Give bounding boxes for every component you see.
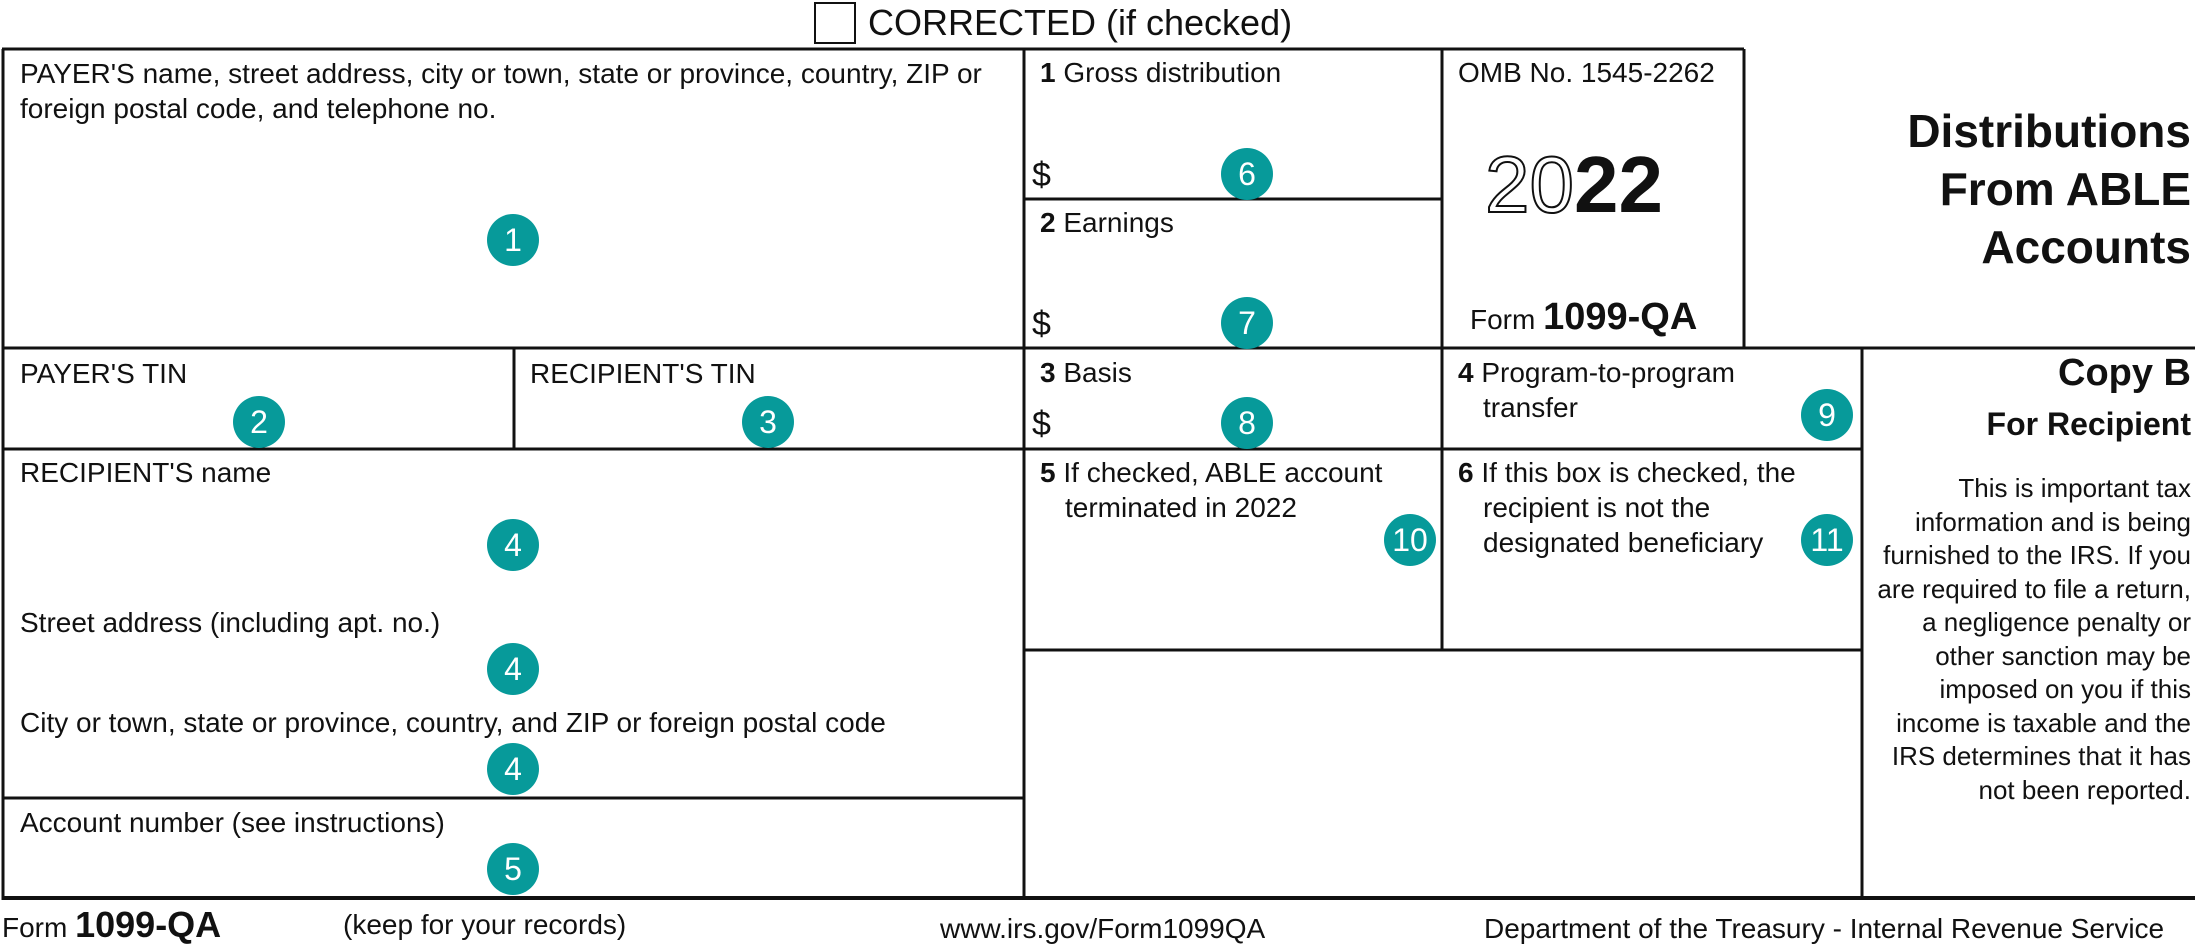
box5-number: 5	[1040, 457, 1056, 488]
street-address-label: Street address (including apt. no.)	[20, 607, 441, 638]
box2-currency: $	[1032, 305, 1051, 343]
box1-label	[1040, 55, 1281, 90]
for-recipient-label: For Recipient	[1986, 406, 2191, 442]
footer-keep-note: (keep for your records)	[343, 909, 627, 940]
box3-label	[1040, 355, 1132, 390]
box2-number: 2	[1040, 207, 1056, 238]
payer-info-badge: 1	[487, 214, 539, 266]
box6-label	[1458, 455, 1796, 490]
recipient-name-badge: 4	[487, 519, 539, 571]
box1-number: 1	[1040, 57, 1056, 88]
box4-label	[1458, 355, 1735, 390]
payer-tin-label: PAYER'S TIN	[20, 358, 188, 389]
form-title-line3: Accounts	[1981, 221, 2191, 273]
recipient-tin-badge: 3	[742, 396, 794, 448]
box6-badge: 11	[1801, 514, 1853, 566]
box5-badge: 10	[1384, 514, 1436, 566]
city-badge: 4	[487, 743, 539, 795]
footer-form-word: Form	[2, 912, 68, 943]
omb-number: OMB No. 1545-2262	[1458, 57, 1715, 88]
box2-label	[1040, 205, 1174, 240]
footer-form-id	[2, 904, 222, 945]
box4-number: 4	[1458, 357, 1474, 388]
payer-tin-badge: 2	[233, 396, 285, 448]
form-title-line2: From ABLE	[1939, 163, 2191, 215]
city-label: City or town, state or province, country, and ZIP or foreign postal code	[20, 707, 886, 738]
box6-text-line2: recipient is not the	[1483, 492, 1711, 523]
form-title	[1907, 102, 2191, 276]
tax-year-bold: 22	[1573, 140, 1663, 229]
box3-number: 3	[1040, 357, 1056, 388]
box3-currency: $	[1032, 405, 1051, 443]
box5-text-line2: terminated in 2022	[1065, 492, 1297, 523]
box6-text-line3: designated beneficiary	[1483, 527, 1764, 558]
box1-currency: $	[1032, 156, 1051, 194]
form-title-line1: Distributions	[1907, 105, 2191, 157]
street-address-badge: 4	[487, 643, 539, 695]
footer-department: Department of the Treasury - Internal Revenue Service	[1484, 913, 2165, 944]
tax-year	[1485, 140, 1663, 230]
tax-year-outline: 20	[1485, 140, 1574, 229]
corrected-checkbox	[815, 3, 855, 43]
box2-text: Earnings	[1063, 207, 1174, 238]
omb-form-word: Form	[1470, 304, 1536, 335]
omb-form-id	[1470, 296, 1698, 338]
recipient-tin-label: RECIPIENT'S TIN	[530, 358, 756, 389]
box1-text: Gross distribution	[1063, 57, 1282, 88]
footer-form-number: 1099-QA	[75, 904, 222, 945]
box5-label	[1040, 455, 1382, 490]
box6-number: 6	[1458, 457, 1474, 488]
box6-text-line1: If this box is checked, the	[1481, 457, 1796, 488]
footer-url[interactable]: www.irs.gov/Form1099QA	[940, 913, 1266, 944]
box1-badge: 6	[1221, 148, 1273, 200]
corrected-label: CORRECTED (if checked)	[868, 2, 1293, 43]
box4-text-line2: transfer	[1483, 392, 1578, 423]
box2-badge: 7	[1221, 297, 1273, 349]
copy-notice: This is important tax information and is being furnished to the IRS. If you are required to file a return, a negligence penalty or other sanction may be imposed on you if this income is taxable and the IRS determines that it has not been reported.	[1877, 473, 2191, 805]
box3-badge: 8	[1221, 397, 1273, 449]
box3-text: Basis	[1063, 357, 1132, 388]
box4-badge: 9	[1801, 389, 1853, 441]
box4-text-line1: Program-to-program	[1481, 357, 1735, 388]
box5-text-line1: If checked, ABLE account	[1063, 457, 1383, 488]
omb-form-number: 1099-QA	[1543, 296, 1698, 338]
account-number-badge: 5	[487, 843, 539, 895]
account-number-label: Account number (see instructions)	[20, 807, 445, 838]
payer-info-label: PAYER'S name, street address, city or town, state or province, country, ZIP or foreign postal code, and telephone no.	[20, 58, 982, 124]
recipient-name-label: RECIPIENT'S name	[20, 457, 272, 488]
copy-label: Copy B	[2058, 352, 2191, 394]
